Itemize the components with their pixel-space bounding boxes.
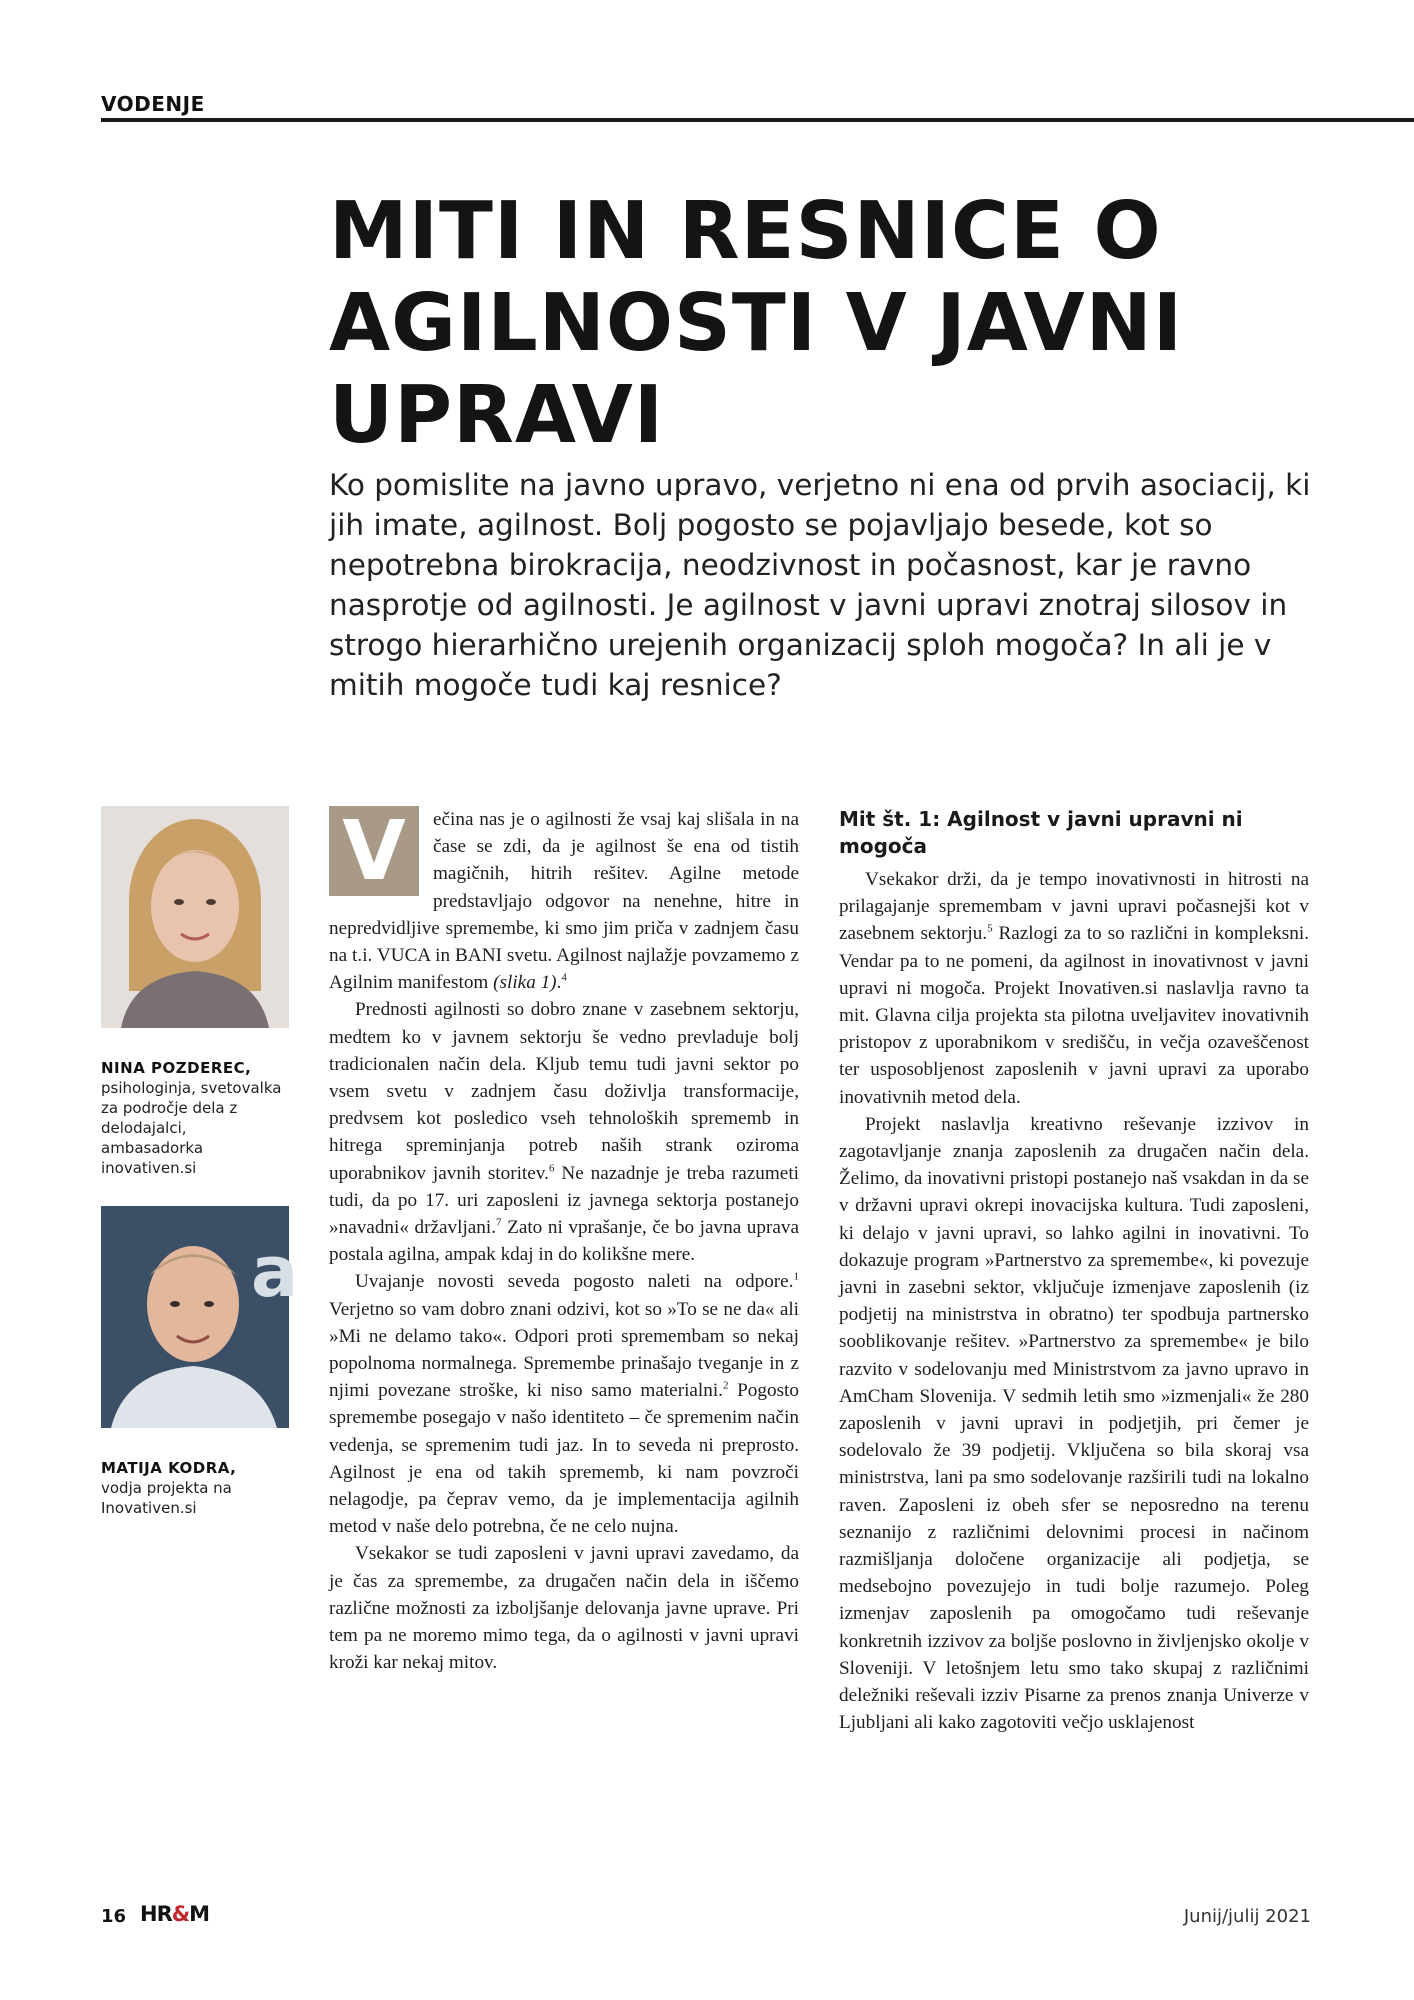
author-name: NINA POZDEREC, <box>101 1059 252 1077</box>
author-card <box>101 806 289 1178</box>
section-label: VODENJE <box>101 92 205 116</box>
author-role: vodja projekta na Inovativen.si <box>101 1479 232 1517</box>
body-paragraph: Projekt naslavlja kreativno reševanje izzivov in zagotavljanje znanja zaposlenih za drugačen način dela. Želimo, da inovativni pristopi postanejo naš vsakdan in da se v državni upravi okrepi inovacijska kultura. Tudi zaposleni, ki delajo v javni upravi, so lahko agilni in inovativni. To dokazuje program »Partnerstvo za spremembe«, ki povezuje javni in zasebni sektor, vključuje izmenjave zaposlenih (iz podjetij na ministrstva in obratno) ter spodbuja partnersko sooblikovanje rešitev. »Partnerstvo za spremembe« je bilo razvito v sodelovanju med Ministrstvom za javno upravo in AmCham Slovenija. V sedmih letih smo »izmenjali« že 280 zaposlenih v javni upravi in podjetjih, pri čemer je sodelovalo že 39 podjetij. Vključena so bila skoraj vsa ministrstva, lani pa smo sodelovanje razširili tudi na lokalno raven. Zaposleni iz obeh sfer se neposredno na terenu seznanijo z različnimi delovnimi procesi in načinom razmišljanja določene organizacije ali podjetja, se medsebojno povezujejo in tudi bolje razumejo. Poleg izmenjav zaposlenih pa omogočamo tudi reševanje konkretnih izzivov za boljše poslovno in življenjsko okolje v Sloveniji. V letošnjem letu smo tako skupaj z različnimi deležniki reševali izziv Pisarne za prenos znanja Univerze v Ljubljani ali kako zagotoviti večjo usklajenost <box>839 1113 1309 1734</box>
body-column-1 <box>329 806 799 1677</box>
magazine-logo: HR&M <box>140 1902 209 1926</box>
drop-cap: V <box>329 806 419 896</box>
body-column-2 <box>839 806 1309 1737</box>
author-role: psihologinja, svetovalka za področje dela z delodajalci, ambasadorka inovativen.si <box>101 1079 282 1177</box>
body-paragraph: Uvajanje novosti seveda pogosto naleti na odpore.$^1$ Verjetno so vam dobro znani odzivi, kot so »To se ne da« ali »Mi ne delamo tako«. Odpori proti spremembam so nekaj popolnoma normalnega. Spremembe prinašajo tveganje in z njimi povezane stroške, ki niso samo materialni.$^2$ Pogosto spremembe posegajo v našo identiteto – če spremenim način vedenja, se spremenim tudi jaz. In to seveda ni preprosto. Agilnost je ena od takih sprememb, ki nam povzroči nelagodje, pa čeprav vemo, da je implementacija agilnih metod v naše delo potrebna, če ne celo nujna. <box>329 1271 799 1538</box>
body-paragraph: V ečina nas je o agilnosti že vsaj kaj slišala in na čase se zdi, da je agilnost še ena od tistih magičnih, hitrih rešitev. Agilne metode predstavljajo odgovor na nenehne, hitre in nepredvidljive spremembe, ki smo jim priča v zadnjem času na t.i. VUCA in BANI svetu. Agilnost najlažje povzamemo z Agilnim manifestom (slika 1).$^4$ <box>329 804 799 994</box>
author-photo-nina <box>101 806 289 1028</box>
article-title: MITI IN RESNICE O AGILNOSTI V JAVNI UPRAVI <box>329 185 1184 461</box>
body-paragraph: Vsekakor drži, da je tempo inovativnosti in hitrosti na prilagajanje spremembam v javni upravi počasnejši kot v zasebnem sektorju.$^5$ Razlogi za to so različni in kompleksni. Vendar pa to ne pomeni, da agilnost in inovativnost v javni upravi ni mogoča. Projekt Inovativen.si naslavlja ravno ta mit. Glavna cilja projekta sta pilotna uveljavitev inovativnih pristopov z uporabnikom v središču, in večja ozaveščenost ter usposobljenost zaposlenih v javni upravi za uporabo inovativnih metod dela. <box>839 869 1309 1108</box>
page-number: 16 <box>101 1906 127 1927</box>
body-paragraph: Prednosti agilnosti so dobro znane v zasebnem sektorju, medtem ko v javnem sektorju še vedno prevladuje bolj tradicionalen način dela. Kljub temu tudi javni sektor po vsem svetu v zadnjem času doživlja transformacije, predvsem kot posledico vseh tehnoloških sprememb in hitrega spreminjanja potreb naših strank oziroma uporabnikov javnih storitev.$^6$ Ne nazadnje je treba razumeti tudi, da po 17. uri zaposleni iz javnega sektorja postanejo »navadni« državljani.$^7$ Zato ni vprašanje, če bo javna uprava postala agilna, ampak kdaj in do kolikšne mere. <box>329 999 799 1266</box>
author-photo-matija <box>101 1206 299 1428</box>
issue-date: Junij/julij 2021 <box>1183 1906 1311 1927</box>
article-lead: Ko pomislite na javno upravo, verjetno ni ena od prvih asociacij, ki jih imate, agilnost. Bolj pogosto se pojavljajo besede, kot so nepotrebna birokracija, neodzivnost in počasnost, kar je ravno nasprotje od agilnosti. Je agilnost v javni upravi znotraj silosov in strogo hierarhično urejenih organizacij sploh mogoča? In ali je v mitih mogoče tudi kaj resnice? <box>329 468 1311 702</box>
svg-text:a: a <box>251 1231 299 1313</box>
header-rule <box>101 118 1414 122</box>
author-card <box>101 1206 299 1518</box>
body-paragraph: Vsekakor se tudi zaposleni v javni upravi zavedamo, da je čas za spremembe, za drugačen način dela in iščemo različne možnosti za izboljšanje delovanja javne uprave. Pri tem pa ne moremo mimo tega, da o agilnosti v javni upravi kroži kar nekaj mitov. <box>329 1543 799 1674</box>
author-name: MATIJA KODRA, <box>101 1459 237 1477</box>
subheading: Mit št. 1: Agilnost v javni upravni ni mogoča <box>839 807 1243 858</box>
